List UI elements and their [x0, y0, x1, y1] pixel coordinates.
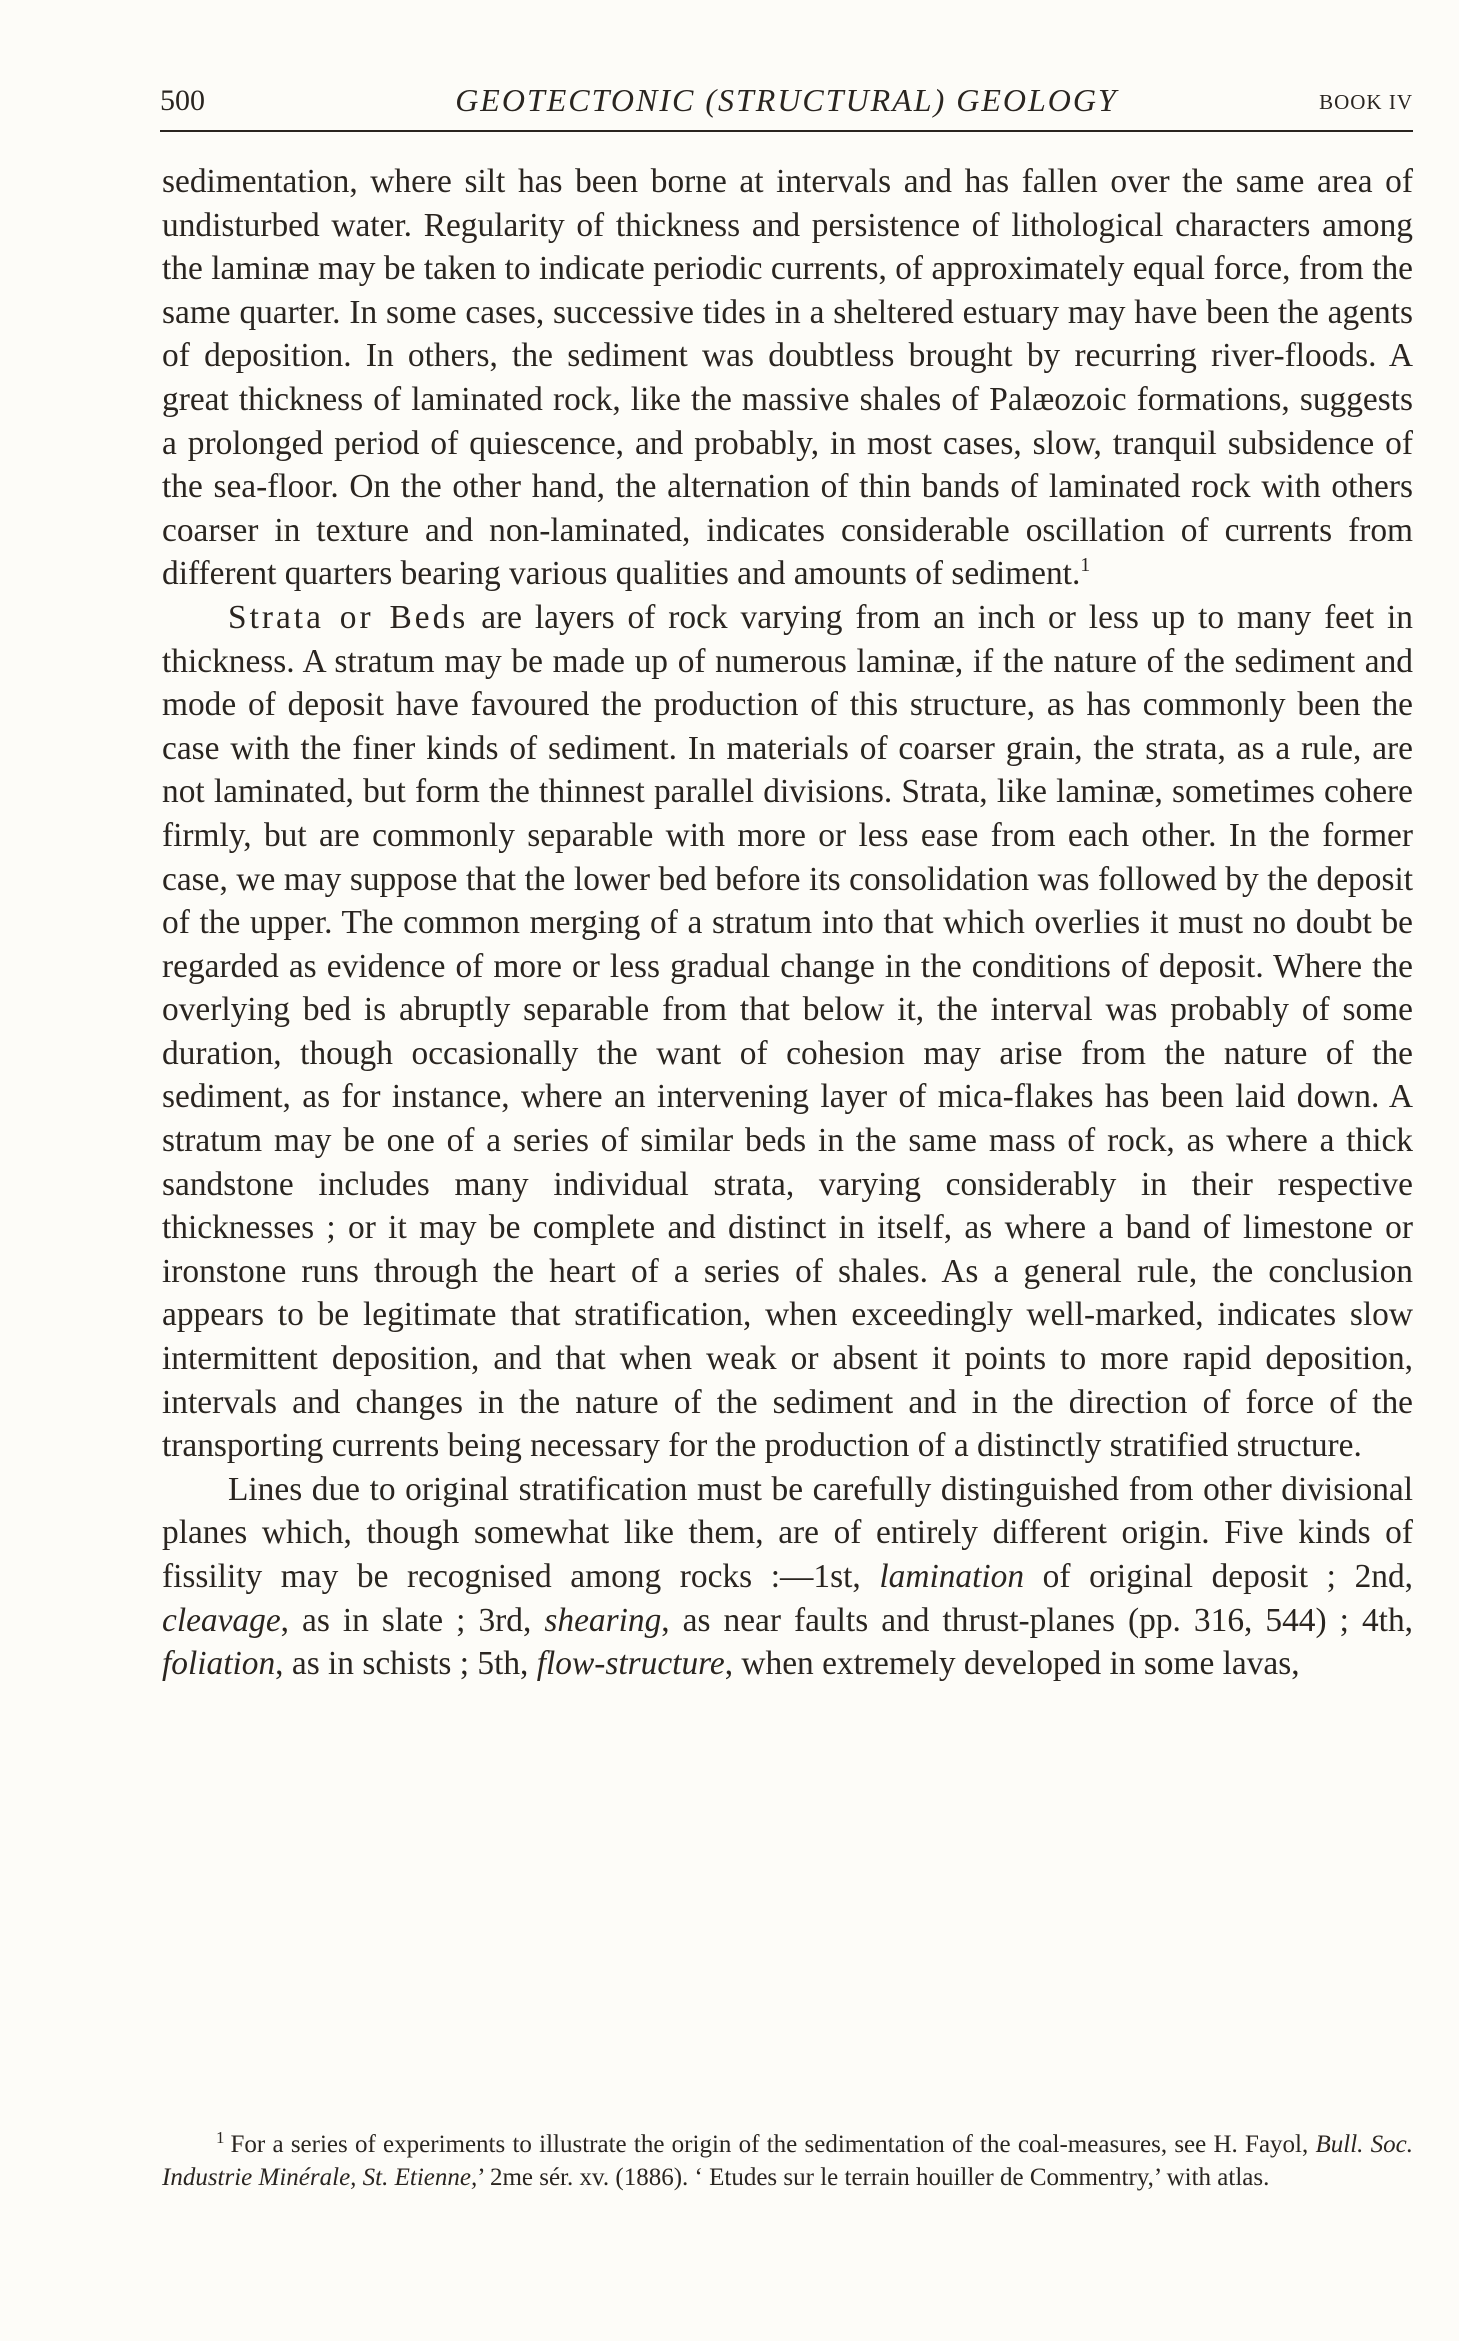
paragraph-text: , as near faults and thrust-planes (pp. 316, 544) ; 4th,: [661, 1601, 1413, 1639]
footnotes: [162, 2128, 1413, 2194]
footnote-reference: 1: [1080, 554, 1091, 577]
term-cleavage: cleavage: [162, 1601, 281, 1639]
paragraph-text: are layers of rock varying from an inch or less up to many feet in thickness. A stratum may be made up of numerous laminæ, if the nature of the sediment and mode of deposit have favoured the production of this structure, as has commonly been the case with the finer kinds of sediment. In materials of coarser grain, the strata, as a rule, are not laminated, but form the thinnest parallel divisions. Strata, like laminæ, sometimes cohere firmly, but are commonly separable with more or less ease from each other. In the former case, we may suppose that the lower bed before its consolidation was followed by the deposit of the upper. The common merging of a stratum into that which overlies it must no doubt be regarded as evidence of more or less gradual change in the conditions of deposit. Where the overlying bed is abruptly separable from that below it, the interval was probably of some duration, though occasionally the want of cohesion may arise from the nature of the sediment, as for instance, where an intervening layer of mica-flakes has been laid down. A stratum may be one of a series of similar beds in the same mass of rock, as where a thick sandstone includes many individual strata, varying considerably in their respective thicknesses ; or it may be complete and distinct in itself, as where a band of limestone or ironstone runs through the heart of a series of shales. As a general rule, the conclusion appears to be legitimate that stratification, when exceedingly well-marked, indicates slow intermittent deposition, and that when weak or absent it points to more rapid deposition, intervals and changes in the nature of the sediment and in the direction of force of the transporting currents being necessary for the production of a distinctly stratified structure.: [162, 598, 1413, 1465]
footnote: [162, 2128, 1413, 2194]
term-lamination: lamination: [879, 1558, 1025, 1595]
paragraph-strata: [162, 596, 1413, 1468]
paragraph-text: , when extremely developed in some lavas,: [724, 1645, 1300, 1683]
term-flow-structure: flow-structure: [536, 1645, 725, 1683]
term-foliation: foliation: [162, 1645, 276, 1683]
term-strata-beds: Strata or Beds: [228, 598, 469, 636]
paragraph-text: , as in schists ; 5th,: [275, 1645, 537, 1683]
paragraph-fissility: [162, 1468, 1413, 1686]
footnote-marker: 1: [216, 2128, 225, 2147]
page-header: [160, 80, 1413, 132]
paragraph-text: of original deposit ; 2nd,: [1024, 1558, 1413, 1595]
footnote-text: For a series of experiments to illustrate the origin of the sedimentation of the coal-measures, see H. Fayol,: [230, 2131, 1316, 2158]
body-text: [162, 160, 1413, 1686]
running-title: GEOTECTONIC (STRUCTURAL) GEOLOGY: [455, 82, 1118, 118]
paragraph-sedimentation: [162, 160, 1413, 596]
footnote-citation: Bull. Soc. Industrie Minérale, St. Etienne,: [162, 2131, 1413, 2191]
page-number: 500: [160, 84, 205, 117]
footnote-text: ’ 2me sér. xv. (1886). ‘ Etudes sur le terrain houiller de Commentry,’ with atlas.: [477, 2164, 1270, 2191]
book-label: BOOK IV: [1319, 90, 1413, 114]
paragraph-text: sedimentation, where silt has been borne at intervals and has fallen over the same area of undisturbed water. Regularity of thickness and persistence of lithological characters among the laminæ may be taken to indicate periodic currents, of approximately equal force, from the same quarter. In some cases, successive tides in a sheltered estuary may have been the agents of deposition. In others, the sediment was doubtless brought by recurring river-floods. A great thickness of laminated rock, like the massive shales of Palæozoic formations, suggests a prolonged period of quiescence, and probably, in most cases, slow, tranquil subsidence of the sea-floor. On the other hand, the alternation of thin bands of laminated rock with others coarser in texture and non-laminated, indicates considerable oscillation of currents from different quarters bearing various qualities and amounts of sediment.: [162, 163, 1413, 593]
paragraph-text: , as in slate ; 3rd,: [280, 1601, 545, 1639]
paragraph-text: Lines due to original stratification must be carefully distinguished from other divisional planes which, though somewhat like them, are of entirely different origin. Five kinds of fissility may be recognised among rocks :—1st,: [162, 1470, 1413, 1595]
term-shearing: shearing: [544, 1601, 662, 1639]
